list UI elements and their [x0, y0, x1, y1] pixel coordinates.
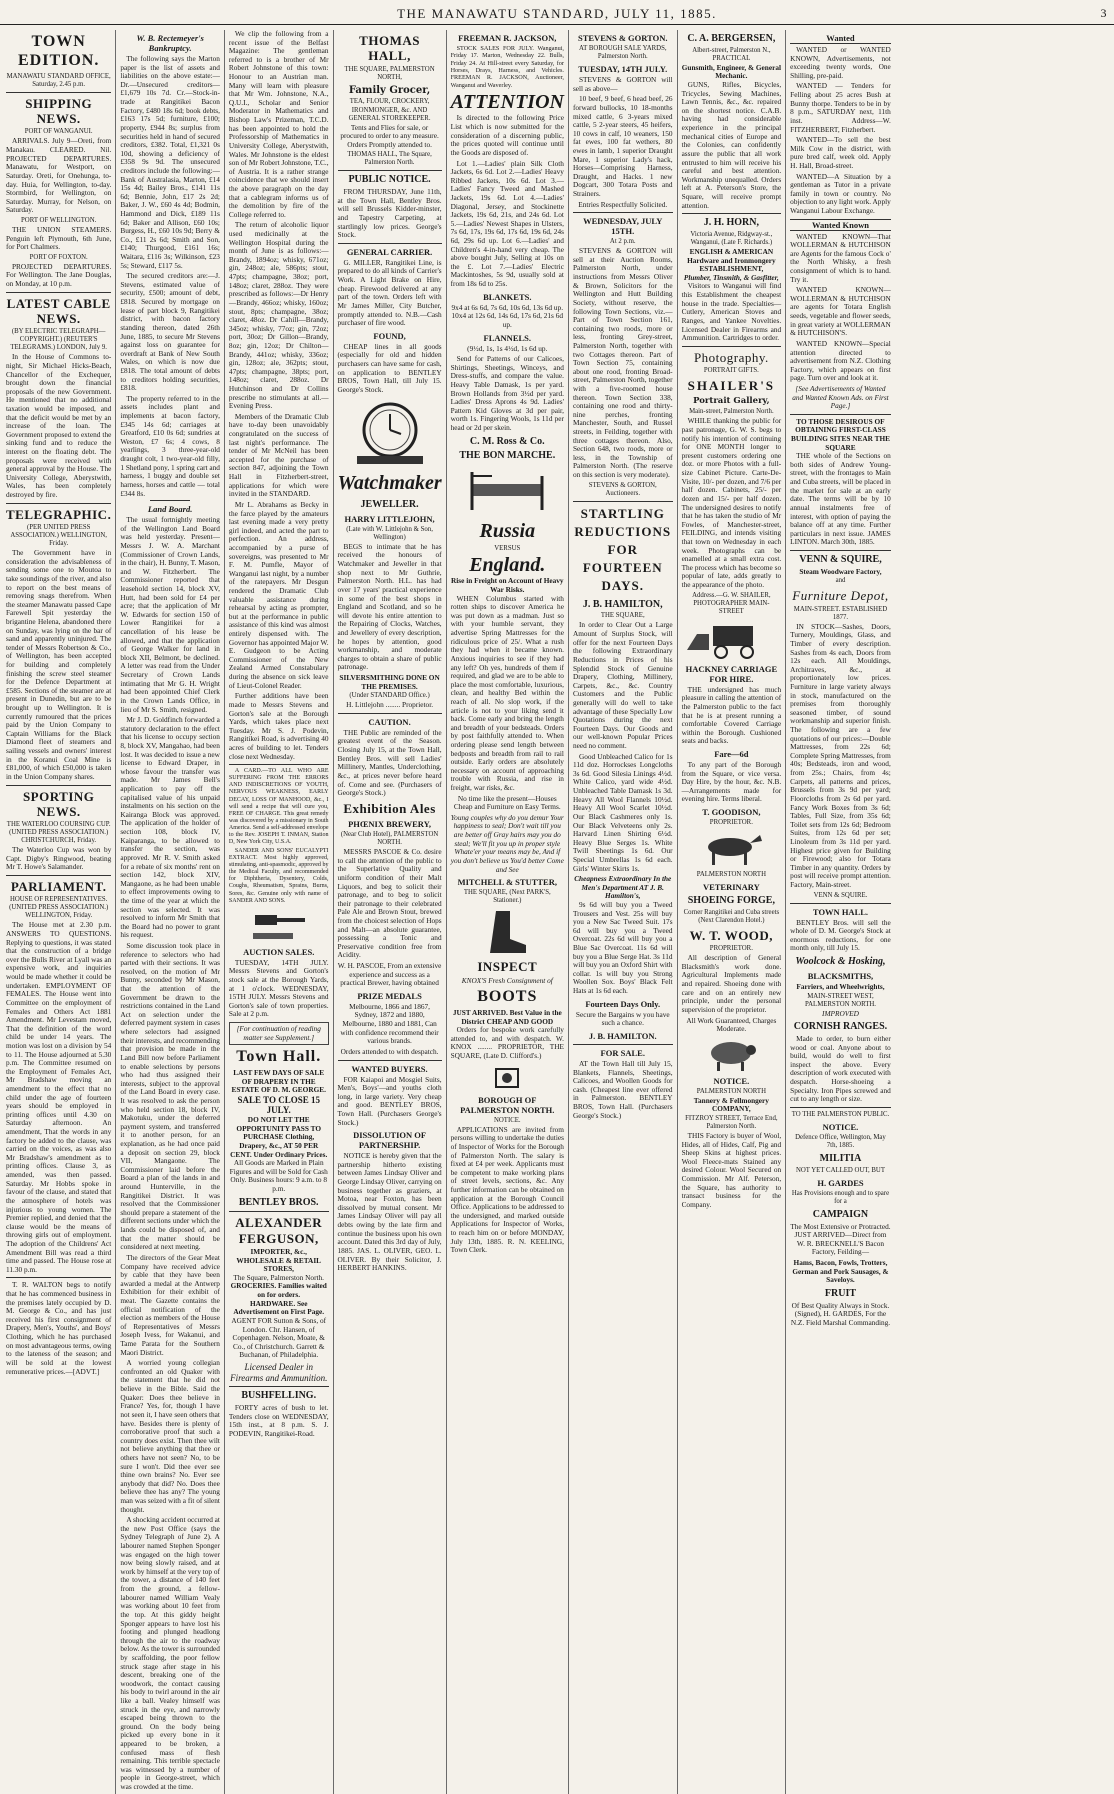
wanted-buyers-text: FOR Kaiapoi and Mosgiel Suits, Men's, Boys'—and youths cloth long, in large variety. Very cheap and good. BENTLEY BROS, Town Hall. (Purchasers George's Stock.) [337, 1074, 442, 1127]
littlejohn-text: BEGS to intimate that he has received the honours of Watchmaker and Jeweller in that shop next to Mr Guthrie, Palmerston North. H.L. has had over 17 years' practical experience in some of the best shops in England and Scotland, and so he will devote his entire attention to the Repairing of Clocks, Watches, and Jewellery of every description, he hopes by attention, good workmanship, and moderate charges to obtain a share of public patronage. [337, 541, 442, 672]
horn-text: Visitors to Wanganui will find this Establishment the cheapest house in the trade. Specialties—Cutlery, American Stoves and Ranges, and Yankee Novelties. Licensed Dealer in Firearms and Ammunition. Cartridges to order. [681, 281, 782, 343]
hamilton-heading: J. B. HAMILTON, [582, 598, 663, 610]
plumber-heading: Plumber, Tinsmith, & Gasfitter, [683, 272, 779, 282]
cable-heading: LATEST CABLE NEWS. [6, 295, 111, 326]
dissolution-heading: DISSOLUTION OF PARTNERSHIP. [353, 1130, 427, 1151]
wanted-buyers-heading: WANTED BUYERS. [351, 1063, 428, 1074]
wanted-heading: Wanted [790, 33, 891, 44]
masthead-title: THE MANAWATU STANDARD, JULY 11, 1885. [397, 6, 717, 21]
stock-list: 10 beef, 9 beef, 6 head beef, 26 forward bullocks, 10 18-months mixed cattle, 6 3-years mixed cattle, 5 2-year steers, 45 heifers, 10 cows in calf, 10 weaners, 150 fat ewes, 100 fat wethers, 80 ewes in lamb, 1 superior Draught Mare, 1 superior Lady's hack, Horses—Comprising Harness, Draught, and Hacks. 1 new Dogcart, 300 Totara Posts and Strainers. [572, 94, 673, 198]
rise-heading: Rise in Freight on Account of Heavy War Risks. [451, 576, 564, 595]
patterns-text: Send for Patterns of our Calicoes, Shirtings, Sheetings, Winceys, and Dress-stuffs, and compare the value. Heavy Table Damask, 1s per yard. Brown Hollands from 3½d per yard. Ladies' Dress Aprons 4s 9d. Ladies' Pattern Kid Gloves at 3d per pair, worth 1s. Fingering Wools, 1s 11d per head or 2d per skein. [450, 354, 564, 433]
parliament-sub: HOUSE OF REPRESENTATIVES. (UNITED PRESS ASSOCIATION.) WELLINGTON, Friday. [9, 896, 109, 920]
woolcock-heading: Woolcock & Hosking, [795, 956, 886, 968]
public-notice-heading: PUBLIC NOTICE. [348, 174, 431, 186]
carriage-text: THE undersigned has much pleasure in calling the attention of the Palmerston public to the fact that he is at present running a comfortable Covered Carriage within the Borough. Cushioned seats and backs. [681, 684, 782, 746]
carriage-illustration [683, 620, 779, 660]
littlejohn-heading: HARRY LITTLEJOHN, [344, 513, 435, 524]
grocer-text: Tents and Flies for sale, or procured to order to any measure. Orders Promptly attended to. [340, 122, 439, 149]
divider [6, 1277, 111, 1278]
town-hall-sub: LAST FEW DAYS OF SALE OF DRAPERY IN THE ESTATE OF D. M. GEORGE. [231, 1068, 326, 1095]
column-4 [334, 30, 447, 1794]
flannels-heading: FLANNELS. [483, 332, 532, 343]
cheapness-heading: Cheapness Extraordinary In the Men's Department AT J. B. Hamilton's, [574, 874, 672, 901]
forge-heading: PALMERSTON NORTH [696, 871, 766, 879]
gallery-sub: Main-street, Palmerston North. [689, 408, 774, 416]
port-foxton: PORT OF FOXTON. [29, 253, 88, 261]
land-board-text-1: The usual fortnightly meeting of the Wellington Land Board was held yesterday. Present—Messrs J. W. A. Marchant (Commissioner of Crown Lands, in the chair), H. Bunny, T. Mason, and W. Fitzherbert. The Commissioner reported that leasehold section 14, block XV, Hutt, had been sold for £4 per acre; that the application of Mr W. Edwards for section 150 of Lower Rangitikei for a cancellation of his lease be allowed, and that the application of George Walker for land in block XII, Belmont, be declined. A letter was read from the Under Secretary of Crown Lands intimating that Mr G. H. Wright had been appointed Chief Clerk in the Crown Lands Office, in lieu of Mr S. Smith, resigned. [120, 515, 220, 714]
parliament-text: The House met at 2.30 p.m. ANSWERS TO QUESTIONS. Replying to questions, it was stated that the construction of a bridge over the Bulls River at Lyall was an expensive work, and inquiries would be made whether it could be undertaken. EMPLOYMENT OF FEMALES. The House went into Committee on the employment of Females and Others Act 1881 Amendment. Mr Levestam moved, That the definition of the word child be under 14 years. The motion was lost on a division by 54 to 11. The House adjourned at 5.30 p.m. The Committee resumed on the Employment of Females Act, Mr Bradshaw moving an amendment to the effect that no child under the age of fourteen years should be employed in printing offices until 4.30 on Saturday afternoon. An amendment, That the words in any factory be added to the clause, was carried on the voices, as was also Mr Bradshaw's amendment as to printing offices. Clause 3, as amended, was then passed. Saturday. Mr Hobbs spoke in favour of the clause, and stated that the atmosphere of hotels was injurious to young women. The Premier replied, and denied that the clause would be the means of throwing girls out of employment. The adoption of the Childrens' Act Amendment Bill was read a third time and passed. The House rose at 11.30 p.m. [6, 920, 112, 1274]
auction-hammer-illustration [249, 909, 309, 943]
sander-advert: SANDER AND SONS' EUCALYPTI EXTRACT. Most highly approved, stimulating, anti-spasmodic, approved by the Medical Faculty, and recommended for Diphtheria, Dysentery, Colds, Coughs, Rheumatism, Sprains, Burns, Sores, &c. Genuine only with name of SANDER AND SONS. [228, 848, 329, 904]
shailer-heading: SHAILER'S [687, 378, 776, 394]
prize-medals: PRIZE MEDALS [357, 990, 422, 1001]
tuesday-heading: TUESDAY, 14TH JULY. [578, 64, 668, 75]
mitchell-heading: MITCHELL & STUTTER, [457, 877, 557, 888]
known-item-4: [See Advertisements of Wanted and Wanted Known Ads. on First Page.] [792, 383, 889, 411]
ross-heading: C. M. Ross & Co. [469, 435, 545, 447]
poem-text: Young couples why do you demur Your happiness to seal; Don't wait till you are better off Gray hairs may you do steal; We'll fit you up in proper style Whate'er your means may be, And if you don't believe us You'd better Come and See [450, 812, 564, 874]
clock-illustration [345, 398, 435, 468]
found-heading: FOUND, [373, 330, 406, 341]
divider [682, 346, 782, 347]
carrier-heading: GENERAL CARRIER. [346, 246, 433, 257]
wanted-item-1: WANTED or WANTED KNOWN, Advertisements, not exceeding twenty words, One Shilling, pre-paid. [790, 45, 891, 80]
caution-text: THE Public are reminded of the greatest event of the Season. Closing July 15, at the Town Hall, Bentley Bros. will sell Ladies' Millinery, Mantles, Underclothing, &c., at prices never before heard of. Come and see. (Purchasers of George's Stock.) [337, 727, 442, 798]
bergersen-text: GUNS, Rifles, Bicycles, Tricycles, Sewing Machines, Lawn Tennis, &c., &c. repaired on the shortest notice. C.A.B. having had considerable experience in the principal mechanical cities of Europe and the Colonies, can confidently assure the public that all work entrusted to him will receive his careful and best attention. Workmanship unequalled. Orders left at A. Peterson's Store, the Square, will receive prompt attention. [681, 80, 782, 210]
wanted-known-heading: Wanted Known [790, 219, 891, 231]
supplement-note: [For continuation of reading matter see Supplement.] [229, 1022, 329, 1045]
tannery-text: THIS Factory is buyer of Wool, Hides, all of Hides, Calf, Pig and Sheep Skins at highest prices. Wool Fleece-mats Stained any desired Colour. Wool Secured on Commission. Mr Alf. Peterson, the Square, has authority to transact business for the Company. [681, 1131, 782, 1209]
arrived-text: JUST ARRIVED—Direct from W. R. BRECKNELL'S Bacon Factory, Feilding— [794, 1230, 887, 1257]
divider [6, 92, 111, 93]
town-hall-note: All Goods are Marked in Plain Figures and will be Sold for Cash Only. Business hours: 9 a.m. to 8 p.m. [229, 1158, 328, 1193]
telegraphic-heading: TELEGRAPHIC. [6, 506, 112, 522]
hamilton-sub: THE SQUARE, [600, 612, 645, 620]
wanted-item-4: WANTED—A Situation by a gentleman as Tutor in a private family in town or country. No objection to any light work. Apply Wanganui Labour Exchange. [790, 171, 891, 215]
boots-heading: BOOTS [477, 988, 538, 1006]
divider [338, 170, 442, 171]
exhibition-ales: Exhibition Ales [343, 800, 436, 816]
men-prices: 9s 6d will buy you a Tweed Trousers and Vest. 25s will buy you a New Sac Tweed Suit. 17s 6d will buy you a Tweed Overcoat. 22s 6d will buy you a Blue Sac Overcoat. 11s 6d will buy you a Blue Serge Hat. 3s 11d will buy you an Oxford Shirt with collar. 1s will buy you Strong Woollen Sox. Boys' Black Felt Hats at 1s 6d each. [572, 899, 673, 996]
defence-office: Defence Office, Wellington, May 7th, 1885. [795, 1133, 886, 1149]
fare-text: To any part of the Borough from the Square, or vice versa. Day Hire, by the hour, &c. N.B.—Arrangements made for evening hire. Terms liberal. [681, 759, 782, 804]
wellington-text: THE UNION STEAMERS. Penguin left Plymouth, 6th June, for Port Chalmers. [6, 224, 112, 252]
tannery-heading: PALMERSTON NORTH [696, 1087, 766, 1095]
venn-and: and [835, 577, 846, 585]
bushfelling-heading: BUSHFELLING. [241, 1390, 317, 1402]
thomas-hall-sub: THE SQUARE, PALMERSTON NORTH, [344, 65, 435, 81]
town-hall-heading-2: TOWN HALL. [812, 906, 869, 917]
no-time-text: No time like the present—Houses Cheap and Furniture on Easy Terms. [453, 793, 561, 812]
town-hall-heading: Town Hall. [236, 1048, 322, 1066]
grocer-sub: TEA, FLOUR, CROCKERY, IRONMONGER, &c. AND GENERAL STOREKEEPER. [348, 98, 431, 122]
bankruptcy-heading: W. B. Rectemeyer's Bankruptcy. [136, 33, 204, 54]
bedstead-illustration [462, 466, 552, 516]
building-sites-text: THE whole of the Sections on both sides of Andrew Young-street, with the frontages to Main and Cuba streets, will be placed in the market for sale at an early date. The terms will be by 10 annual instalments free of interest, with option of paying the balance off at any time. Further particulars in next issue. JAMES LINTON. March 30th, 1885. [790, 451, 891, 547]
attention-text: Is directed to the following Price List which is now submitted for the consideration of a discerning public, the prices quoted will continue until the Goods are disposed of. [450, 113, 564, 157]
news-text-4: We clip the following from a recent issue of the Belfast Magazine: The gentleman referred to is a brother of Mr Robert Johnstone of this town: Honour to an Austrian man. Many will learn with pleasure that Mr Wm. Johnstone, N.A., Q.U.I., Scholar and Senior Moderator in Mathematics and Bishop Law's Prizeman, T.C.D. has been appointed to hold the Professorship of Mathematics in University College, Aberystwith, Wales. Mr Johnstone is the eldest son of Mr Robert Johnstone, T.C., of Austria. It is a rather strange coincidence that we should insert the above paragraph on the day that a cablegram informs us of the demolition by fire of the College referred to. [228, 29, 329, 219]
jeweller-heading: JEWELLER. [360, 499, 419, 510]
freeman-heading: FREEMAN R. JACKSON, [458, 33, 557, 43]
gardes-sub: Has Provisions enough and to spare for a [791, 1189, 890, 1205]
cable-sub: (BY ELECTRIC TELEGRAPH—COPYRIGHT.) (REUTER'S TELEGRAMS.) LONDON, July 9. [10, 328, 107, 352]
shipping-text: ARRIVALS. July 9—Oreti, from Manakau. CLEARED. Nil. PROJECTED DEPARTURES. Manawatu, for Westport, on Saturday. Oreti, for Onehunga, to-day. Huia, for Wellington, to-day. Stormbird, for Wellington, on Saturday. Murray, for Nelson, on Saturday. [6, 136, 112, 215]
bankruptcy-text-1: The following says the Marton paper is the list of assets and liabilities on the above estate:—Dr.—Unsecured creditors—£1,679 10s 7d. Cr.—Stock-in-trade at Rangitikei Bacon Factory, £480 18s 6d; book debts, £163 17s 5d; furniture, £100; property, £944 8s; surplus from securities held in hand of secured creditors, £382. Total, £1,321 0s 10d, showing a deficiency of £358 9s 9d. The unsecured creditors include the following:—Bank of Australasia, Marton, £14 15s 4d; Bailey Bros., £141 11s 6d; Bennie, John, £17 2s 2d; Baker, J. W., £60 4s 4d; Bodmin, Hammond and Dick, £189 11s 6d; Baker and Allison, £60 10s; Burgess, H., £60 10s 9d; Berry & Co., £11 2s 6d; Smith and Son, £140; Thurgood, £161 16s; Waitara, £116 3s; Wilkinson, £23 5s; Steward, £117 5s. [120, 54, 220, 270]
cable-text: In the House of Commons to-night, Sir Michael Hicks-Beach, Chancellor of the Exchequer, brought down the financial proposals of the new Government. He mentioned that no additional taxation would be imposed, and that the deficit would be met by an increase of the loan. The Government proposed to extend the sinking fund and to reduce the interest on the floating debt. The proposals were received with general approval by the House. The University College, Aberystwith, Wales, has been completely destroyed by fire. [6, 352, 112, 500]
edition-sub: MANAWATU STANDARD OFFICE, Saturday, 2.45 p.m. [6, 72, 111, 88]
bon-marche-heading: THE BON MARCHE. [459, 450, 556, 462]
divider [573, 501, 673, 502]
known-item-2: WANTED KNOWN—WOLLERMAN & HUTCHISON are agents for Totara English seeds, vegetable and flower seeds, in great variety at WOLLERMAN & HUTCHISON'S. [790, 285, 891, 338]
column-7 [678, 30, 787, 1794]
divider [790, 903, 891, 904]
divider [573, 212, 673, 213]
secure-text: Secure the Bargains w you have such a chance. [575, 1009, 670, 1028]
news-text-5: The return of alcoholic liquor used medicinally at the Wellington Hospital during the month of June is as follows:—Brandy, 1894oz; whisky, 671oz; gin, 248oz; ale, 586pts; stout, 47pts; champagne, 38oz; port, 148oz; claret, 288oz. They were prescribed as follows:—Dr Henry—Brandy, 466oz; whisky, 160oz; stout, 8pts; champagne, 38oz; claret, 48oz. Dr Cahill—Brandy, 345oz; whisky, 77oz; gin, 72oz; port, 30oz; Dr Gillon—Brandy, 8oz; gin, 12oz; Dr Chilton—Brandy, 441oz; whisky, 336oz; gin, 128oz; ale, 362pts; stout, 47pts; champagne, 38pts; port, 148oz; claret, 288oz. Dr Hutchinson and Dr Collins prescribe no stimulants at all.—Evening Press. [228, 220, 329, 411]
phoenix-text: MESSRS PASCOE & Co. desire to call the attention of the public to the Superlative Quality and uniform condition of their Malt Liquors, and beg to solicit their patronage, and to beg to solicit their patronage to their celebrated Pale Ale and Brown Stout, brewed from the choicest selection of Hops and Malt—an absolute guarantee, possessing a Tonic and Preservative condition free from Acidity. [337, 847, 442, 960]
wood-text: All description of General Blacksmith's work done. Agricultural Implements made and repaired. Shoeing done with care and on an entirely new principle, under the personal supervision of the proprietor. [681, 953, 782, 1014]
wood-heading: W. T. WOOD, [689, 927, 774, 943]
known-item-3: WANTED KNOWN—Special attention directed to advertisement from N.Z. Clothing Factory, which appears on first page. Turn over and look at it. [790, 338, 891, 383]
prize-text: Melbourne, 1866 and 1867, Sydney, 1872 and 1880, Melbourne, 1880 and 1881, Can with confidence recommend their various brands. [340, 1001, 439, 1046]
ferguson-address: The Square, Palmerston North. [233, 1272, 325, 1282]
boots-sub: JUST ARRIVED. Best Value in the District CHEAP AND GOOD [452, 1008, 562, 1026]
walton-advert: T. R. WALTON begs to notify that he has commenced business in the premises lately occupied by D. M. George & Co., and has just received his first consignment of Drapery, Men's, Youths', and Boys' Clothing, which he has purchased on most advantageous terms, owing to the lateness of the season; and will be sold at the lowest remunerative prices.—[ADVT.] [6, 1280, 112, 1376]
gunsmith-heading: Gunsmith, Engineer, & General Mechanic. [681, 62, 781, 81]
carriage-heading: HACKNEY CARRIAGE FOR HIRE. [685, 663, 778, 684]
public-notice-text: FROM THURSDAY, June 11th, at the Town Hall, Bentley Bros. will sell Brussels Kidder-minster, and Tapestry Carpeting, at startlingly low prices. George's Stock. [337, 187, 442, 240]
venn-sub: Steam Woodware Factory, [799, 566, 882, 576]
divider [682, 213, 782, 214]
tannery-title: Tannery & Fellmongery COMPANY, [693, 1095, 769, 1114]
bankruptcy-text-3: The property referred to in the assets includes plant and implements at bacon factory, £345 14s 6d; carriages at Greatford, £10 0s 6d; sundries at Weston, £7 6s; 4 cows, 8 yearlings, 3 three-year-old draught colt, 1 two-year-old filly, 1 Shetland pony, 1 spring cart and harness, 1 buggy and double set harness, horses and cattle — total £344 8s. [120, 393, 220, 498]
known-item-1: WANTED KNOWN—That WOLLERMAN & HUTCHISON are Agents for the famous Cock o' the North Whisky, a fresh consignment of which is to hand. Try it. [790, 231, 891, 284]
hamilton-prices: Good Unbleached Calico for 1s 11d doz. Horrockses Longcloths 3s 6d. Good Silesia Linings 4½d. White Calico, yard wide 4½d. Unbleached Table Damask 1s 3d. Heavy All Wool Flannels 10½d. Heavy All Wool Scarlet 10½d. Our Black Cashmeres only 1s. Our Black Velveteens only 2s. Harvard Linen Shirting 6½d. Heavy Blue Serges 1s. White Twill Sheetings 1s 6d. Our Special Umbrellas 1s 6d each. Girls' Winter Skirts 1s. [572, 751, 673, 873]
militia-heading: MILITIA [819, 1152, 862, 1164]
divider [338, 713, 442, 714]
bushfelling-text: FORTY acres of bush to let. Tenders close on WEDNESDAY, 15th inst., at 8 p.m. S. J. PODEVIN, Rangitikei-Road. [228, 1402, 329, 1438]
blankets-heading: BLANKETS. [483, 291, 532, 302]
crest-icon [492, 1065, 522, 1091]
england-heading: England. [469, 553, 546, 576]
boot-illustration [482, 909, 532, 955]
for-sale-heading: FOR SALE. [600, 1047, 645, 1058]
blankets-text: 9x4 at 6s 6d, 7s 6d, 10s 6d, 13s 6d up. 10x4 at 12s 6d, 14s 6d, 17s 6d, 21s 6d up. [451, 302, 564, 329]
campaign-text: The Most Extensive or Protracted. [790, 1221, 891, 1231]
licensed-dealer: Licensed Dealer in Firearms and Ammunition. [230, 1361, 328, 1383]
silversmithing: SILVERSMITHING DONE ON THE PREMISES. [339, 672, 440, 691]
building-sites-heading: TO THOSE DESIROUS OF OBTAINING FIRST-CLASS BUILDING SITES NEAR THE SQUARE [790, 416, 890, 452]
russia-heading: Russia [479, 520, 536, 543]
fourteen-days: Fourteen Days Only. [585, 998, 661, 1009]
flannels-text: (9½d, 1s, 1s 4½d, 1s 6d up. [467, 343, 548, 353]
hamilton-text: In order to Clear Out a Large Amount of Surplus Stock, will offer for the next Fourteen Days the following Extraordinary Reductions in Prices of his Splendid Stock of Genuine Drapery, Clothing, Millinery, Carpets, &c., &c. Country Customers and the Public generally will do well to take advantage of these Specially Low Quotations during the next Fourteen Days. Our Goods and our well-known Popular Prices need no comment. [572, 620, 673, 751]
fruit-text: Of Best Quality Always in Stock. (Signed), H. GARDES, For the N.Z. Field Marshal Commanding. [790, 1300, 891, 1327]
divider [6, 875, 111, 876]
bentley-bros: BENTLEY BROS. [238, 1196, 319, 1208]
carrier-text: G. MILLER, Rangitikei Line, is prepared to do all kinds of Carrier's Work. A Light Brake on Hire, cheap. Firewood delivered at any part of the town. Orders left with Mr James Miller, City Butcher, promptly attended to. N.B.—Cash purchaser of fire wood. [337, 257, 442, 328]
forge-sub: Corner Rangitikei and Cuba streets (Next Clarendon Hotel.) [683, 908, 780, 924]
wednesday-text: STEVENS & GORTON will sell at their Auction Rooms, Palmerston North, under instructions from Messrs Oliver & Brown, Solicitors for the Wellington and Hutt Building Society, without reserve, the following Town Sections, viz.—Part of Town Section 161, containing two roods, more or less, fronting Grey-street, Palmerston North, together with two Cottages thereon. Part of Town Section 75, containing about one rood, fronting Broad-street, Palmerston North, together with a five-roomed house thereon. Town Section 338, containing one rood and thirty-nine perches, fronting Manchester, South, and Russel streets, in Feilding, together with three cottages thereon. Also, Section 648, two roods, more or less, in the Township of Palmerston North. (The reserve on this section is very moderate). [572, 246, 673, 480]
divider [150, 500, 190, 501]
column-5 [447, 30, 569, 1794]
tannery-sub: FITZROY STREET, Terrace End, Palmerston North. [685, 1114, 778, 1130]
versus-label: VERSUS [494, 544, 521, 552]
mitchell-sub: THE SQUARE, (Next PARK'S, Stationer.) [463, 889, 551, 905]
watchmaker-heading: Watchmaker [337, 472, 442, 495]
news-text-2: A worried young collegian confronted an old Quaker with the statement that he did not believe in the Bible. Said the Quaker: Does thee believe in France? Yes, for, though I have not seen it, I have seen others that have. Besides there is plenty of corroborative proof that such a country does exist. Then thee wilt not believe anything that thee or others have not seen? No, to be sure I won't. Did thee ever see thine own brains? No. Ever see anybody that did? No. Does thee believe thee has any? The young man was seized with a fit of silent thought. [120, 1358, 220, 1514]
news-text-6: Members of the Dramatic Club have to-day been unavoidably congratulated on the success of last night's performance. The tender of Mr McNeil has been accepted for the purchase of section 847, adjoining the Town Hall in Fitzherbert-street, applications for which were invited in the STANDARD. [228, 411, 329, 499]
bergersen-sub: Albert-street, Palmerston N., PRACTICAL [692, 46, 771, 62]
borough-notice: NOTICE. [493, 1116, 521, 1124]
news-text-1: The directors of the Gear Meat Company have received advice by cable that they have been awarded a medal at the Antwerp Exhibition for their exhibit of meat. The Gazette contains the official notification of the election as members of the House of Representatives of Messrs Joseph Ivess, for Wakanui, and Tame Parata for the Southern Maori District. [120, 1252, 220, 1357]
foxton-text: PROJECTED DEPARTURES. For Wellington. The Jane Douglas, on Monday, at 10 p.m. [6, 261, 112, 289]
palmerston-public: TO THE PALMERSTON PUBLIC. [791, 1110, 890, 1118]
town-hall-close: SALE TO CLOSE 15 JULY. [237, 1094, 320, 1116]
caution-heading: CAUTION. [368, 716, 411, 727]
divider [6, 503, 111, 504]
venn-heading: VENN & SQUIRE, [799, 553, 882, 565]
hamilton-signature: J. B. HAMILTON. [588, 1030, 657, 1041]
rise-text: WHEN Columbus started with rotten ships to discover America he was put down as a madman. Just so with your humble servant, they advertise Spring Mattresses for the ridiculous price of 25/. What a rush they had when it became known. Anxious inquiries to see if they had any left? Oh yes, hundreds of them if required, and glad we are to be able to place the most comfortable, luxurious, clean, and healthy Bed within the reach of all. No slop work, if the article is not to your liking send it back. Come early and bring the length and breadth of your bedsteads. Orders by post faithfully attended to. When ordering please send length between bedposts and breadth from rail to rail outside. Early orders are absolutely necessary on account of approaching trouble with Russia, and rise in freight, war risks, &c. [450, 593, 564, 793]
boots-text: Orders for bespoke work carefully attended to, and with despatch. W. KNOX ........ PROPRIETOR, THE SQUARE, (Late D. Clifford's.) [450, 1025, 564, 1061]
gallery-heading: Portrait Gallery, [693, 396, 770, 407]
hardware: HARDWARE. See Advertisement on First Page. [233, 1298, 325, 1317]
column-1 [2, 30, 116, 1794]
littlejohn-proprietor: H. Littlejohn ........ Proprietor. [346, 700, 434, 710]
furniture-depot: Furniture Depot, [792, 588, 889, 604]
column-2 [116, 30, 225, 1794]
family-grocer: Family Grocer, [348, 84, 431, 96]
knox-text: KNOX'S Fresh Consignment of [461, 975, 553, 985]
divider [338, 1060, 442, 1061]
thomas-hall-sig: THOMAS HALL, The Square, Palmerston North. [347, 151, 432, 167]
columns [2, 29, 1112, 1792]
news-text-8: Further additions have been made to Messrs Stevens and Gorton's sale at the Borough Yards, which takes place next Tuesday. Mr S. J. Podevin, Rangitikei Road, is advertising 40 acres of building to let. Tenders close next Wednesday. [228, 691, 329, 761]
shipping-heading: SHIPPING NEWS. [25, 95, 93, 127]
militia-text: NOT YET CALLED OUT, BUT [795, 1166, 885, 1174]
forge-title: SHOEING FORGE, [687, 895, 775, 907]
tannery-notice: NOTICE. [713, 1075, 750, 1086]
ferguson-heading: ALEXANDER FERGUSON, [235, 1215, 323, 1246]
sporting-text: The Waterloo Cup was won by Capt. Digby's Ringwood, beating Mr T. Howe's Salamander. [6, 845, 112, 872]
town-hall-opportunity: DO NOT LET THE OPPORTUNITY PASS TO PURCHASE Clothing, Drapery, &c., AT 50 PER CENT. Under Ordinary Prices. [230, 1115, 328, 1159]
pascoe-text: W. H. PASCOE, From an extensive experience and success as a practical Brewer, having obtained [337, 961, 442, 988]
warranted-note: All Work Guaranteed, Charges Moderate. [686, 1015, 777, 1034]
parliament-heading: PARLIAMENT. [10, 879, 107, 895]
stevens-text: STEVENS & GORTON will sell as above— [572, 75, 673, 93]
blacksmiths-heading: BLACKSMITHS, [807, 970, 874, 981]
veterinary-heading: VETERINARY [702, 882, 760, 893]
horse-illustration [696, 831, 766, 867]
venn-address: MAIN-STREET. ESTABLISHED 1877. [793, 605, 888, 621]
cornish-ranges: CORNISH RANGES. [793, 1021, 888, 1033]
column-8 [786, 30, 895, 1794]
improved-label: IMPROVED [822, 1008, 859, 1018]
orders-note: Orders attended to with despatch. [340, 1046, 439, 1056]
inspect-heading: INSPECT [477, 959, 538, 975]
stevens-sub: AT BOROUGH SALE YARDS, Palmerston North. [578, 45, 667, 61]
farriers-heading: Farriers, and Wheelwrights, [796, 981, 885, 991]
divider [6, 785, 111, 786]
silversmith-sub: (Under STANDARD Office.) [349, 692, 430, 700]
hams-heading: Hams, Bacon, Fowls, Trotters, German and Pork Sausages, & Saveloys. [792, 1257, 889, 1285]
freeman-text: STOCK SALES FOR JULY. Wanganui, Friday 17. Marton, Wednesday 22. Bulls, Friday 24. At Hill-street every Saturday, for Horses, Drays, Harness, and Vehicles. FREEMAN R. JACKSON, Auctioneer, Wanganui and Waverley. [450, 45, 564, 89]
masthead [0, 6, 1114, 25]
goodison-heading: T. GOODISON, [702, 807, 761, 818]
fruit-heading: FRUIT [824, 1287, 857, 1299]
wanted-item-2: WANTED — Tenders for Felling about 25 acres Bush at Bunny thorpe. Tenders to be in by 8 p.m., SATURDAY next, 11th inst. Address—W. FITZHERBERT, Fitzherbert. [790, 81, 891, 134]
sporting-sub: THE WATERLOO COURSING CUP. (UNITED PRESS ASSOCIATION.) CHRISTCHURCH, Friday. [6, 821, 111, 845]
land-board-text-2: Mr J. D. Goldfinch forwarded a statutory declaration to the effect that his license to occupy section 8, block XV, Mangahao, had been lost. It was decided to issue a new license to Edward Draper, in whose favour the transfer was made. Mr James Bell's application to pay off the capitalised value of his unpaid instalments on his section on the Kairanga Block was approved. The application of the holder of section 108, block IV, Kaiparanga, to be allowed to transfer the section, was approved. Mr R. V. Smith asked for a rebate of six months' rent on section 142, block XIV, Mangaone, as he had been unable to effect improvements owing to the time of the year at which the section was selected. It was resolved to inform Mr Smith that the Board had no power to grant his request. [120, 715, 220, 940]
divider [229, 764, 329, 765]
wednesday-heading: WEDNESDAY, JULY 15TH. [583, 216, 663, 237]
for-sale-text: AT the Town Hall till July 15, Blankets, Flannels, Sheetings, Calicoes, and Woollen Goods for cash. (Cheapest line ever offered in Palmerston. BENTLEY BROS, Town Hall. (Purchasers George's Stock.) [572, 1058, 673, 1120]
woolcock-address: MAIN-STREET WEST, PALMERSTON NORTH. [804, 992, 876, 1008]
divider [790, 550, 891, 551]
auction-heading: AUCTION SALES. [243, 946, 315, 957]
price-list-lots: Lot 1.—Ladies' plain Silk Cloth Jackets, 6s 6d. Lot 2.—Ladies' Heavy Ribbed Jackets, 10s 6d. Lot 3.—Ladies' Fancy Tweed and Mashed Jackets, 19s 6d. Lot 4.—Ladies' Diagonal, Jersey, and Stockinette Jackets, 19s 6d, 21s, and 24s 6d. Lot 5.—Ladies' Newest Shapes in Ulsters, 7s 6d, 17s, 19s 6d, 17s 6d, 19s 6d, 24s 6d, 29s 6d up. Lot 6.—Ladies' and Children's 4-in-hand very cheap. The above bought July, Selling at 10s on the £. Lot 7.—Ladies' Electric Mackintoshes, 5s 9d, usually sold at from 18s 6d to 25s. [450, 158, 564, 289]
photography-heading: Photography. [693, 349, 769, 365]
littlejohn-sub: (Late with W. Littlejohn & Son, Wellington) [346, 525, 433, 541]
campaign-heading: CAMPAIGN [812, 1208, 869, 1220]
sporting-heading: SPORTING NEWS. [22, 788, 95, 819]
gardes-heading: H. GARDES [817, 1177, 864, 1188]
cornish-text: Made to order, to burn either wood or coal. Anyone about to build, would do well to first inspect the above. Every description of work executed with despatch. Horse-shoeing a Specialty. Iron Pipes screwed and cut to any length or size. [790, 1033, 891, 1104]
telegraphic-sub: (PER UNITED PRESS ASSOCIATION.) WELLINGTON, Friday. [10, 524, 107, 548]
town-hall-text: BENTLEY Bros. will sell the whole of D. M. George's Stock at enormous reductions, for one month only, till July 15. [790, 917, 891, 953]
entries-note: Entries Respectfully Solicited. [578, 199, 668, 209]
agent-list: AGENT FOR Sutton & Sons, of London. Chr. Hansen, of Copenhagen. Nelson, Moate, & Co., of Christchurch. Garrett & Buchanan, of Philadelphia. [231, 1315, 327, 1360]
stevens-heading: STEVENS & GORTON. [577, 33, 668, 43]
divider [6, 292, 111, 293]
sheep-illustration [701, 1038, 761, 1072]
column-3 [225, 30, 334, 1794]
found-text: CHEAP lines in all goods (especially for old and hidden purchasers can have same for cash, on application to BENTLEY BROS, Town Hall, till July 15. George's Stock. [337, 341, 442, 394]
venn-signature: VENN & SQUIRE. [813, 891, 868, 899]
divider [338, 243, 442, 244]
thomas-hall-heading: THOMAS HALL, [359, 33, 420, 64]
phoenix-brewery: PHŒNIX BREWERY, [348, 819, 432, 830]
wood-sub: PROPRIETOR. [709, 945, 753, 953]
dissolution-text: NOTICE is hereby given that the partnership hitherto existing between James Lindsay Oliver and George Lindsay Oliver, carrying on business together as graziers, at Motoa, near Foxton, has been dissolved by mutual consent. Mr James Lindsay Oliver will pay all debts owing by the late firm and continue the business upon his own account. Dated this 3rd day of July, 1885. JAS. L. OLIVER, GEO. L. OLIVER. By their Solicitor, J. HERBERT HANKINS. [337, 1151, 442, 1273]
divider [229, 1386, 329, 1387]
goodison-sub: PROPRIETOR. [709, 819, 753, 827]
borough-text: APPLICATIONS are invited from persons willing to undertake the duties of Inspector of Works for the Borough of Palmerston North. The salary is fixed at £4 per week. Applicants must be competent to make working plans of street levels, sections, &c. Any further information can be obtained on application at the Borough Council Office. Applications to be addressed to the undersigned, and marked outside Applications for Inspector of Works, to reach him on or before MONDAY, July 13th, 1885. R. N. KEELING, Town Clerk. [450, 1124, 564, 1255]
port-wanganui: PORT OF WANGANUI. [24, 128, 93, 136]
port-wellington: PORT OF WELLINGTON. [21, 216, 97, 224]
phoenix-sub: (Near Club Hotel), PALMERSTON NORTH. [340, 831, 439, 847]
gallery-text: WHILE thanking the public for past patronage, G. W. S. begs to notify his intention of continuing for ONE MONTH longer to present customers ordering one doz. or more Photos with a full-size Cabinet Picture. Carte-De-Visite, 10/- per dozen, and 7/6 per half dozen. Cabinets, 25/- per dozen and 15/- per half dozen. The undersigned desires to notify that he has taken the studio of Mr Fowles, of Manchester-street, FEILDING, and intends visiting that town on Wednesday in each week. Photographs can be enamelled at a small extra cost. The process which has become so popular of late, adds greatly to the appearance of the photo. [681, 416, 782, 589]
groceries: GROCERIES. Families waited on for orders. [230, 1281, 327, 1300]
venn-text: IN STOCK—Sashes, Doors, Turnery, Mouldings, Glass, and Timber of every description. Sashes from 4s each, Doors from 12s each. All Mouldings, Architraves, &c., at proportionately low prices. Furniture in large variety always in stock, manufactured on the premises from thoroughly seasoned timber, of sound workmanship and superior finish. The following are a few quotations of our prices:—Double Mattresses, from 22s 6d; Complete Spring Mattresses, from 40s; Bedsteads, iron and wood, from 25s.; Chairs, from 4s; Carpets, all patterns and prices, Brussels from 3s 9d per yard; Floorcloths from 2s 6d per yard. Fancy Work Boxes from 3s 6d; Tables, Full Size, from 35s 6d; Toilet sets from 12s 6d; Bedroom Suites, from 12s 6d per set; Linoleum from 3s 11d per yard. Highest price given for Building or Firewood; also for Totara Timber in any quantity. Orders by post will receive prompt attention. Factory, Main-street. [790, 621, 891, 889]
horn-title: ENGLISH & AMERICAN Hardware and Ironmongery ESTABLISHMENT, [687, 247, 776, 274]
edition-heading: TOWN EDITION. [17, 33, 100, 69]
card-advert: A CARD.—TO ALL WHO ARE SUFFERING FROM THE ERRORS AND INDISCRETIONS OF YOUTH, NERVOUS WEAKNESS, EARLY DECAY, LOSS OF MANHOOD, &c., I will send a recipe that will cure you, FREE OF CHARGE. This great remedy was discovered by a missionary in South America. Send a self-addressed envelope to the Rev. JOSEPH T. INMAN, Station D, New York City, U.S.A. [228, 768, 329, 845]
divider [790, 1107, 891, 1108]
bankruptcy-text-2: The secured creditors are:—J. Stevens, estimated value of security, £500; amount of debt, £818. Secured by mortgage on lease of part block 9, Rangitikei district, with bacon factory standing thereon, dated 26th June, 1885, to secure Mr Stevens against loss on guarantee for overdraft at Bank of New South Wales, on which is now due £818. The total amount of debts to creditors holding securities, £818. [120, 271, 220, 393]
bergersen-heading: C. A. BERGERSEN, [687, 33, 776, 44]
land-board-heading: Land Board. [147, 504, 193, 515]
portrait-gifts: PORTRAIT GIFTS. [703, 367, 759, 375]
land-board-text-3: Some discussion took place in reference to selectors who had parted with their sections. It was resolved, on the motion of Mr Bunny, seconded by Mr Mason, that the attention of the Government be drawn to the restrictions contained in the Land Act on selection under the deferred payment system in cases where selectors had assigned their interests, and recommending that provision be made in the Land Bill now before Parliament to enable selections by persons who had thus assigned their interests, subject to the approval of the Land Board in every case. It was resolved to ask the person who held section 18, block IV, Makotuku, under the deferred payment system, and transferred it to another person, for an explanation, as he had once paid a deposit on section 29, block VII, Mangaone. The Commissioner laid before the Board a plan of the lands in and around Hunterville, in the Rangitikei District. It was resolved that the Commissioner should prepare a statement of the different sections under which the lands could be disposed of, and that the matter should be considered at next meeting. [120, 940, 220, 1252]
divider [790, 414, 891, 415]
column-6 [569, 30, 678, 1794]
fare-heading: Fare—6d [714, 748, 749, 759]
auction-text: TUESDAY, 14TH JULY. Messrs Stevens and Gorton's stock sale at the Borough Yards, at 1 o'clock. WEDNESDAY, 15TH JULY. Messrs Stevens and Gorton's sale of town properties. Sale at 2 p.m. [228, 957, 329, 1019]
attention-heading: ATTENTION [450, 90, 564, 113]
stevens-signature: STEVENS & GORTON, Auctioneers. [588, 481, 657, 497]
ferguson-sub: IMPORTER, &c., WHOLESALE & RETAIL STORES, [236, 1247, 322, 1274]
startling-reductions: STARTLING REDUCTIONS FOR FOURTEEN DAYS. [574, 505, 672, 594]
horn-heading: J. H. HORN, [703, 217, 759, 229]
divider [573, 1044, 673, 1045]
notice-heading-3: NOTICE. [822, 1121, 859, 1132]
borough-heading: BOROUGH OF PALMERSTON NORTH. [460, 1094, 555, 1115]
horn-sub: Victoria Avenue, Ridgway-st., Wanganui, (Late F. Richards.) [690, 230, 773, 246]
telegraphic-text: The Government have in consideration the advisableness of sending some one to Moutoa to take soundings of the river, and also to report on the best means of removing snags therefrom. When the steamer Manawatu passed Cape Farewell Spit yesterday the brigantine Helena, abandoned there on Sunday, was lying on the bar of sand and apparently uninjured. The tender of Messrs Robertson & Co., of Wellington, has been accepted for building and completely finishing the screw steel steamer for the Defence Department at £585. Sections of the steamer are at present in Dunedin, but are to be brought up to Wellington. It is currently rumoured that the prices paid by the Union Company to Captain Williams for the Black Diamond fleet of steamers and sailing vessels and owners' interest in the Koranui Coal Mine is £81,000, of which £50,000 is taken in the Union Company shares. [6, 548, 112, 781]
wanted-item-3: WANTED—To sell the best Milk Cow in the district, with pure bred calf, week old. Apply H. Hall, Broad-street. [790, 135, 891, 170]
divider [229, 1211, 329, 1212]
page-number: 3 [1100, 6, 1108, 20]
news-text-7: Mr L. Abrahams as Becky in the farce played by the amateurs last evening made a very pretty girl indeed, and acted the part to perfection. An address, accompanied by a purse of sovereigns, was presented to Mr F. M. Pumfle, Mayor of Wanganui last night, by a number of the ratepayers. Mr Desgun rendered the Dramatic Club valuable assistance during rehearsal by acting as prompter, but at the performance in public assistance of this kind was almost entirely dispensed with. The Governor has appointed Major W. E. Gudgeon to be Acting Commissioner of the New Zealand Armed Constabulary during the absence on sick leave of Lieut-Colonel Reader. [228, 499, 329, 690]
news-text-3: A shocking accident occurred at the new Post Office (says the Sydney Telegraph of June 2). A labourer named Stephen Sponger was engaged on the high tower now being slowly raised, and at work by himself at the very top of the tower, a distance of 140 feet from the ground, a fellow-labourer named William Vealy was working about 10 feet from the top. At this giddy height Sponger appears to have lost his footing and plunged headlong through the air to the roadway below. As the tower is surrounded by scaffolding, the poor fellow struck stage after stage in his descent, breaking one of the woodwork, the contact causing his body to twirl around in the air like a ball. Vealey himself was struck in the eye, and narrowly escaped being thrown to the ground. On the body being picked up every bone in it appeared to be broken, a confused mass of flesh remaining. This terrible spectacle was witnessed by a number of people in George-street, which was crowded at the time. [120, 1515, 220, 1792]
at-2-pm: At 2 p.m. [609, 238, 636, 246]
shailer-address: Address.—G. W. SHAILER, PHOTOGRAPHER MAIN-STREET [692, 591, 771, 615]
